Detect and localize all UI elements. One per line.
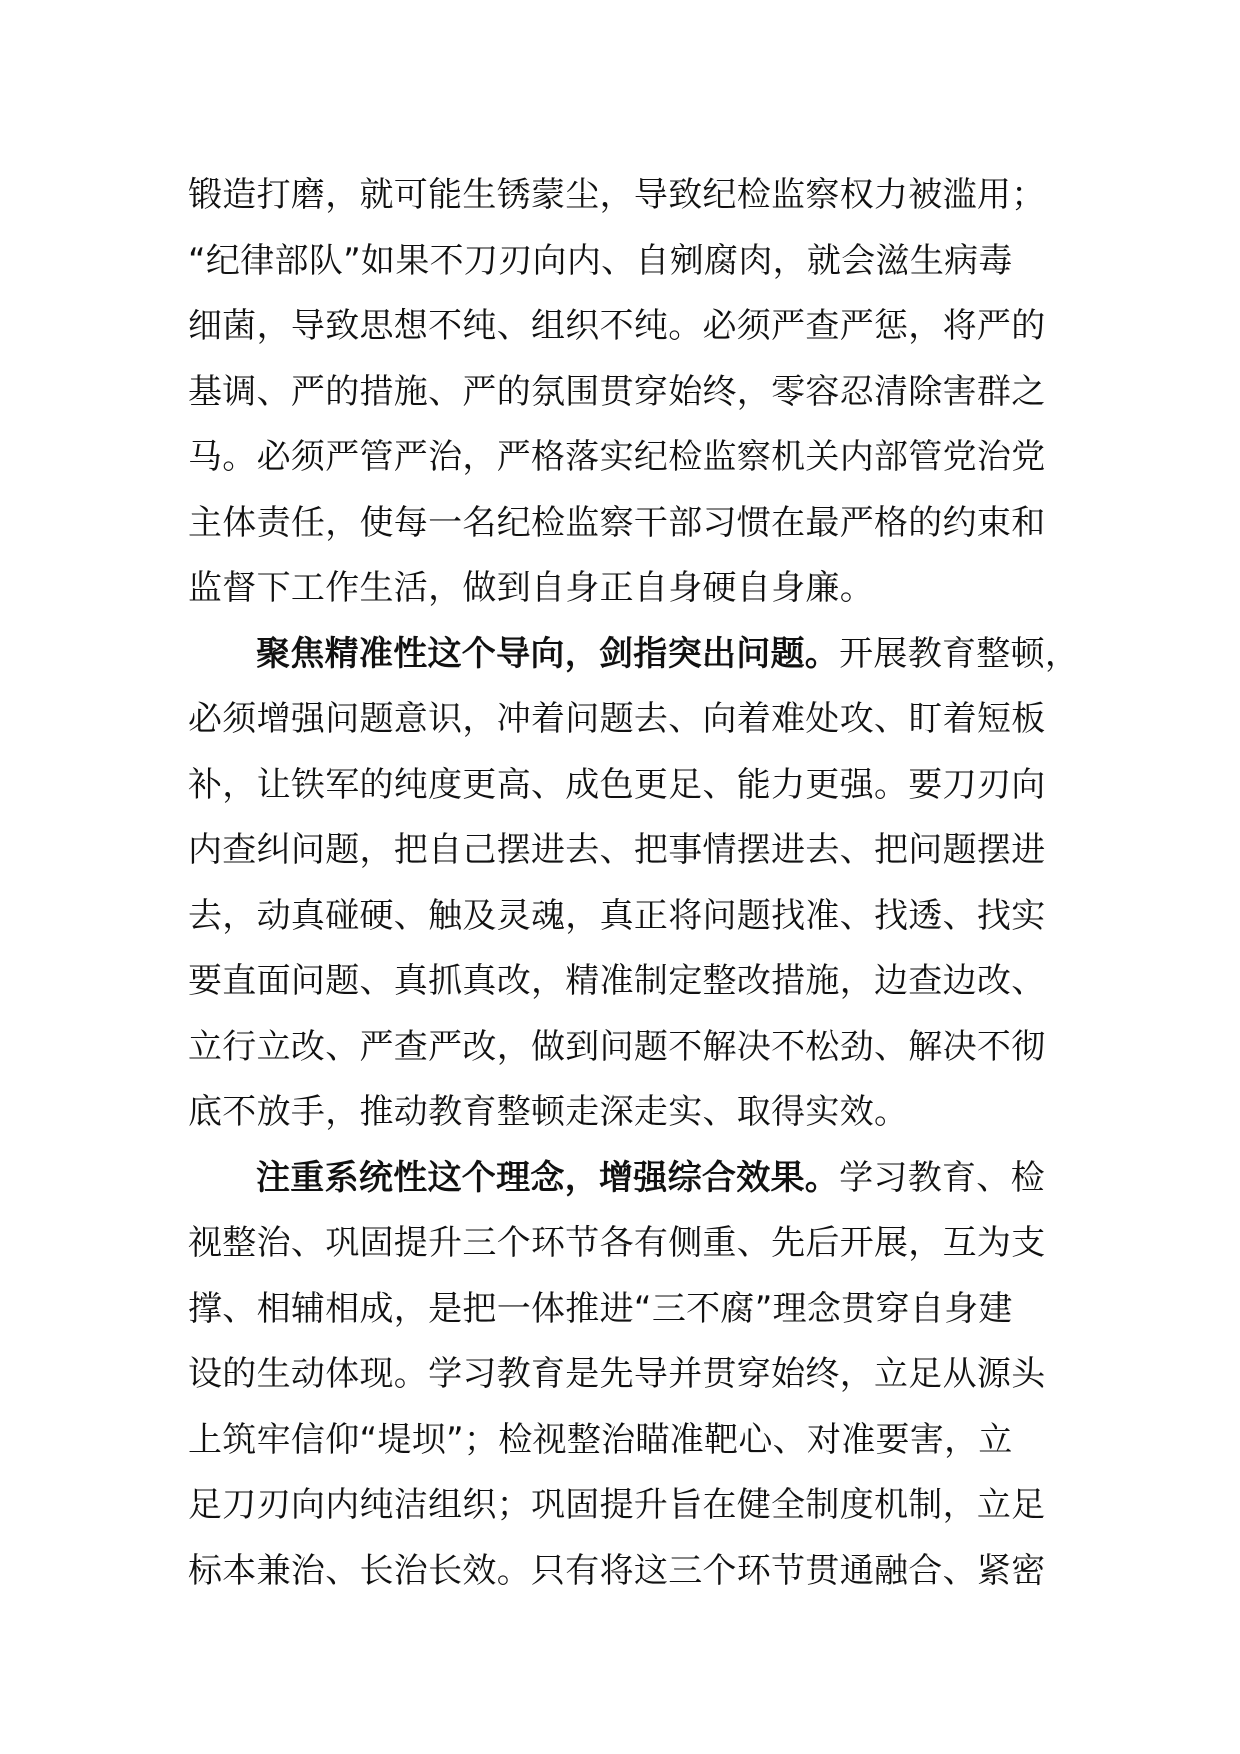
text-line (188, 491, 1068, 557)
text-line (188, 1539, 1068, 1605)
line-text: 视整治、巩固提升三个环节各有侧重、先后开展，互为支 (188, 1223, 1046, 1263)
text-line (188, 425, 1068, 491)
text-line (188, 229, 1068, 295)
line-text: 底不放手，推动教育整顿走深走实、取得实效。 (188, 1092, 909, 1132)
text-line (188, 1342, 1068, 1408)
text-line (188, 753, 1068, 819)
text-line (188, 294, 1068, 360)
body-text (188, 163, 1080, 1604)
line-text: 足刀刃向内纯洁组织；巩固提升旨在健全制度机制，立足 (188, 1485, 1046, 1525)
text-line (188, 556, 1068, 622)
line-text: 细菌，导致思想不纯、组织不纯。必须严查严惩，将严的 (188, 306, 1046, 346)
paragraph-heading: 注重系统性这个理念，增强综合效果。 (256, 1157, 840, 1198)
text-line (188, 1473, 1068, 1539)
line-text: 内查纠问题，把自己摆进去、把事情摆进去、把问题摆进 (188, 830, 1046, 870)
line-text: “纪律部队”如果不刀刃向内、自剜腐肉，就会滋生病毒 (188, 240, 1013, 281)
text-line (188, 1015, 1068, 1081)
text-line (188, 884, 1068, 950)
line-text: 锻造打磨，就可能生锈蒙尘，导致纪检监察权力被滥用； (188, 175, 1046, 215)
text-line (188, 360, 1068, 426)
line-text: 立行立改、严查严改，做到问题不解决不松劲、解决不彻 (188, 1026, 1046, 1067)
line-text: 主体责任，使每一名纪检监察干部习惯在最严格的约束和 (188, 502, 1046, 543)
text-line (188, 1277, 1068, 1343)
line-text: 标本兼治、长治长效。只有将这三个环节贯通融合、紧密 (188, 1550, 1046, 1591)
line-text: 马。必须严管严治，严格落实纪检监察机关内部管党治党 (188, 437, 1046, 477)
line-text: 撑、相辅相成，是把一体推进“三不腐”理念贯穿自身建 (188, 1288, 1013, 1329)
line-text: 学习教育、检 (839, 1157, 1045, 1198)
text-line (188, 163, 1068, 229)
line-text: 监督下工作生活，做到自身正自身硬自身廉。 (188, 568, 874, 608)
paragraph-start-line (188, 622, 1080, 688)
line-text: 去，动真碰硬、触及灵魂，真正将问题找准、找透、找实 (188, 895, 1046, 936)
line-text: 补，让铁军的纯度更高、成色更足、能力更强。要刀刃向 (188, 764, 1046, 805)
text-line (188, 1211, 1068, 1277)
text-line (188, 949, 1068, 1015)
line-text: 基调、严的措施、严的氛围贯穿始终，零容忍清除害群之 (188, 371, 1046, 412)
paragraph-heading: 聚焦精准性这个导向，剑指突出问题。 (256, 633, 840, 674)
line-text: 上筑牢信仰“堤坝”；检视整治瞄准靶心、对准要害，立 (188, 1419, 1013, 1460)
line-text: 要直面问题、真抓真改，精准制定整改措施，边查边改、 (188, 961, 1046, 1001)
text-line (188, 687, 1068, 753)
line-text: 开展教育整顿， (839, 633, 1080, 674)
text-line (188, 1408, 1068, 1474)
text-line (188, 1080, 1068, 1146)
line-text: 必须增强问题意识，冲着问题去、向着难处攻、盯着短板 (188, 699, 1046, 739)
line-text: 设的生动体现。学习教育是先导并贯穿始终，立足从源头 (188, 1354, 1046, 1394)
paragraph-start-line (188, 1146, 1068, 1212)
text-line (188, 818, 1068, 884)
